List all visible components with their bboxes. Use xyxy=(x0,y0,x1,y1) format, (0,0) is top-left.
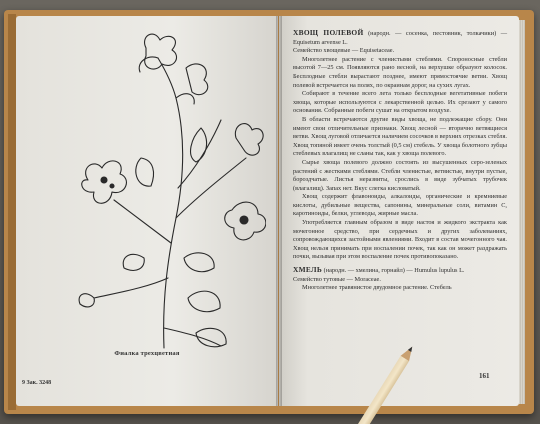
entry-folk-names: (народн. — хмелина, горнайл) — Humulus lupulus L. xyxy=(323,267,465,275)
book-gutter xyxy=(276,16,282,406)
entry-horsetail-heading xyxy=(293,29,507,47)
right-page xyxy=(279,16,519,406)
entry-hop-heading xyxy=(293,266,507,276)
illustration-caption: Фиалка трехцветная xyxy=(114,350,180,357)
entry-folk-names: (народн. — сосенка, пестовник, толкачики) — Equisetum arvense L. xyxy=(293,30,508,46)
paragraph: Многолетнее растение с членистыми стеблями. Спороносные стебли высотой 7—25 см. Появляются рано весной, на верхушке образуют колосок. Бесплодные стебли вырастают позднее, имеют прямостоячие ветви. Хвощ полевой встречается на полях, по окраинам дорог, на сухих лугах. xyxy=(293,55,507,89)
pansy-illustration xyxy=(36,28,266,358)
paragraph: Употребляется главным образом в виде настоя и жидкого экстракта как мочегонное средство, при сердечных и других заболеваниях, сопровождающихся застойными явлениями. Входит в состав мочегонного чая. Хвощ нельзя принимать при воспалении почек, так как он может раздражать почки, вызывая при этом воспаление почек противопоказано. xyxy=(293,219,507,261)
entry-family: Семейство хвощевые — Equisetaceae. xyxy=(293,47,395,55)
book-spine xyxy=(8,14,16,410)
entry-title: ХВОЩ ПОЛЕВОЙ xyxy=(293,28,364,37)
entry-title: ХМЕЛЬ xyxy=(293,265,323,275)
page-text xyxy=(293,29,507,293)
paragraph: Многолетнее травянистое двудомное растение. Стебель xyxy=(302,284,452,292)
left-page xyxy=(16,16,278,406)
paragraph: В области встречаются другие виды хвоща, не подлежащие сбору. Они имеют свои отличительные признаки. Хвощ лесной — вторично ветвящиеся ветви. Хвощ луговой отличается наличием сосочков в верхних отрезках стебля. Хвощ топяной имеет очень толстый (0,5 см) стебель. У хвоща болотного зубцы стеблевых влагалищ не сланы так, как у хвоща полевого. xyxy=(293,115,507,158)
paragraph: Сырье хвоща полевого должно состоять из высушенных серо-зеленых растений с жесткими стеблями. Стебли членистые, ветвистые, внутри пустые, бороздчатые. Листья неразвиты, срослись в виде зубчатых трубочек (влагалищ). Запах нет. Вкус слегка кисловатый. xyxy=(293,158,507,192)
entry-family: Семейство тутовые — Moraceae. xyxy=(293,275,381,283)
left-page-footer: 9 Зак. 3248 xyxy=(22,380,52,386)
page-number: 161 xyxy=(479,372,490,380)
paragraph: Хвощ содержит флавоноиды, алкалоиды, органические и кремниевые кислоты, дубильные вещества, сапонины, минеральные соли, витамин С, каротиноиды, белки, углеводы, жирные масла. xyxy=(293,193,507,218)
page-edges xyxy=(519,20,525,404)
paragraph: Собирают в течение всего лета только бесплодные вегетативные побеги хвоща, которые используются с лекарственной целью. Их срезают у самого основания. Собранные побеги сушат на открытом воздухе. xyxy=(293,90,507,115)
